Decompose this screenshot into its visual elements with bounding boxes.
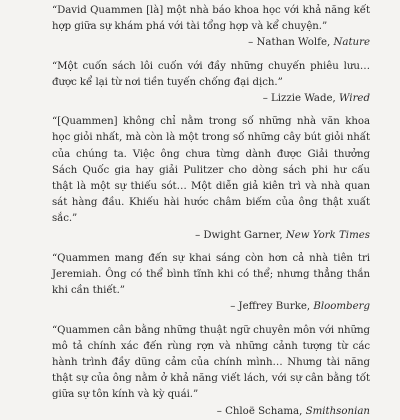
quote-source: New York Times: [285, 229, 370, 241]
quote-attribution: [52, 299, 370, 315]
quote-author: – Chloë Schama,: [216, 405, 306, 417]
quote-attribution: [52, 228, 370, 244]
quote-source: Nature: [333, 37, 370, 49]
quote-author: – Dwight Garner,: [195, 229, 286, 241]
quote-text: “Quammen cân bằng những thuật ngữ chuyên môn với những mô tả chính xác đến rùng rợn và những cảnh tượng từ các hành trình đầy dũng cảm của chính mình… Nhưng tài năng thật sự của ông nằm ở khả năng viết lách, với sự cân bằng tốt giữa sự tôn kính và kỳ quái.”: [52, 324, 370, 401]
quote-source: Wired: [339, 93, 370, 105]
quote-block: [52, 323, 370, 420]
quote-source: Smithsonian: [305, 405, 370, 417]
quote-text: “[Quammen] không chỉ nằm trong số những nhà văn khoa học giỏi nhất, mà còn là một trong số những cây bút giỏi nhất của chúng ta. Việc ông chưa từng dành được Giải thưởng Sách Quốc gia hay giải Pulitzer cho dòng sách phi hư cấu thật là một sự thiếu sót… Một diễn giả kiên trì và nhà quan sát hàng đầu. Khiếu hài hước châm biếm của ông thật xuất sắc.”: [52, 116, 370, 225]
quote-text: “David Quammen [là] một nhà báo khoa học với khả năng kết hợp giữa sự khám phá với tài tổng hợp và kể chuyện.”: [52, 5, 370, 33]
quote-author: – Nathan Wolfe,: [248, 37, 334, 49]
quote-attribution: [52, 91, 370, 107]
quote-block: [52, 3, 370, 52]
quote-author: – Jeffrey Burke,: [230, 301, 314, 313]
quote-block: [52, 251, 370, 316]
quote-author: – Lizzie Wade,: [262, 93, 340, 105]
quote-block: [52, 59, 370, 108]
quote-text: “Một cuốn sách lôi cuốn với đầy những chuyến phiêu lưu… được kể lại từ nơi tiền tuyến chống đại dịch.”: [52, 60, 370, 88]
quote-source: Bloomberg: [313, 301, 370, 313]
quote-block: [52, 114, 370, 244]
quote-attribution: [52, 404, 370, 420]
quote-text: “Quammen mang đến sự khai sáng còn hơn cả nhà tiên tri Jeremiah. Ông có thể bình tĩnh khi có thể; nhưng thẳng thắn khi cần thiết.”: [52, 252, 370, 297]
quote-attribution: [52, 35, 370, 51]
